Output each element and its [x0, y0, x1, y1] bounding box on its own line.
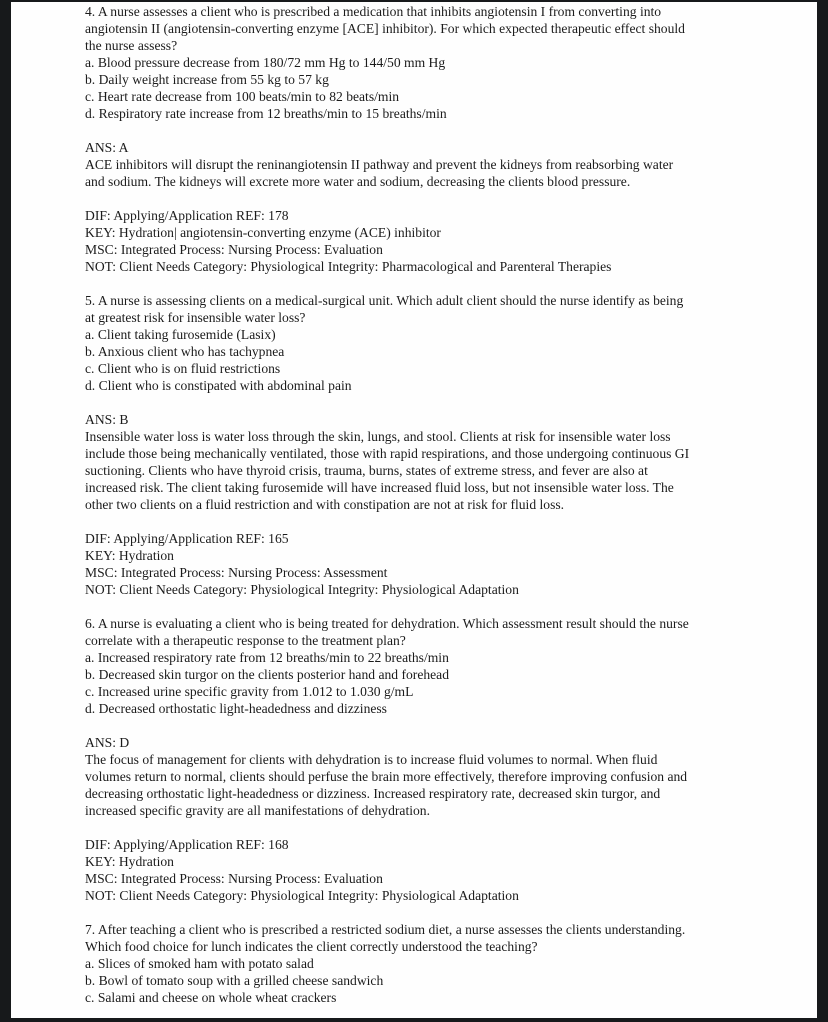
answer-5-line: ANS: B: [85, 412, 129, 427]
answer-6-line: increased specific gravity are all manifestations of dehydration.: [85, 803, 430, 818]
answer-5-line: other two clients on a fluid restriction and with constipation are not at risk for fluid loss.: [85, 497, 565, 512]
rubric-5: [85, 530, 817, 598]
rubric-6: [85, 836, 817, 904]
answer-4-line: ANS: A: [85, 140, 129, 155]
question-5-line: a. Client taking furosemide (Lasix): [85, 327, 276, 342]
question-6-line: correlate with a therapeutic response to the treatment plan?: [85, 633, 406, 648]
document-page: [11, 2, 817, 1018]
answer-4: [85, 139, 817, 190]
rubric-5-line: DIF: Applying/Application REF: 165: [85, 531, 289, 546]
answer-5-line: include those being mechanically ventilated, those with rapid respirations, and those undergoing continuous GI: [85, 446, 690, 461]
question-6-line: c. Increased urine specific gravity from 1.012 to 1.030 g/mL: [85, 684, 414, 699]
question-6-line: 6. A nurse is evaluating a client who is being treated for dehydration. Which assessment result should the nurse: [85, 616, 689, 631]
rubric-5-line: NOT: Client Needs Category: Physiological Integrity: Physiological Adaptation: [85, 582, 519, 597]
rubric-5-line: MSC: Integrated Process: Nursing Process: Assessment: [85, 565, 388, 580]
rubric-6-line: DIF: Applying/Application REF: 168: [85, 837, 289, 852]
question-5: [85, 292, 817, 394]
answer-5-line: Insensible water loss is water loss through the skin, lungs, and stool. Clients at risk for insensible water loss: [85, 429, 671, 444]
question-6-line: b. Decreased skin turgor on the clients posterior hand and forehead: [85, 667, 450, 682]
question-5-line: at greatest risk for insensible water loss?: [85, 310, 306, 325]
rubric-4-line: DIF: Applying/Application REF: 178: [85, 208, 289, 223]
question-4-line: 4. A nurse assesses a client who is prescribed a medication that inhibits angiotensin I from converting into: [85, 4, 662, 19]
question-5-line: d. Client who is constipated with abdominal pain: [85, 378, 352, 393]
rubric-4-line: KEY: Hydration| angiotensin-converting enzyme (ACE) inhibitor: [85, 225, 441, 240]
question-5-line: c. Client who is on fluid restrictions: [85, 361, 281, 376]
question-5-line: 5. A nurse is assessing clients on a medical-surgical unit. Which adult client should the nurse identify as being: [85, 293, 684, 308]
answer-4-line: and sodium. The kidneys will excrete more water and sodium, decreasing the clients blood pressure.: [85, 174, 631, 189]
answer-5: [85, 411, 817, 513]
rubric-4-line: MSC: Integrated Process: Nursing Process: Evaluation: [85, 242, 383, 257]
question-4-line: d. Respiratory rate increase from 12 breaths/min to 15 breaths/min: [85, 106, 447, 121]
question-7-line: a. Slices of smoked ham with potato salad: [85, 956, 314, 971]
answer-6: [85, 734, 817, 819]
answer-4-line: ACE inhibitors will disrupt the reninangiotensin II pathway and prevent the kidneys from reabsorbing water: [85, 157, 674, 172]
answer-6-line: volumes return to normal, clients should perfuse the brain more effectively, therefore improving confusion and: [85, 769, 688, 784]
question-4-line: a. Blood pressure decrease from 180/72 mm Hg to 144/50 mm Hg: [85, 55, 446, 70]
question-4-line: the nurse assess?: [85, 38, 178, 53]
question-4: [85, 3, 817, 122]
question-7-line: Which food choice for lunch indicates the client correctly understood the teaching?: [85, 939, 538, 954]
question-6: [85, 615, 817, 717]
question-7: [85, 921, 817, 1006]
answer-6-line: ANS: D: [85, 735, 130, 750]
rubric-6-line: KEY: Hydration: [85, 854, 174, 869]
question-5-line: b. Anxious client who has tachypnea: [85, 344, 285, 359]
answer-6-line: The focus of management for clients with dehydration is to increase fluid volumes to normal. When fluid: [85, 752, 658, 767]
answer-6-line: decreasing orthostatic light-headedness or dizziness. Increased respiratory rate, decreased skin turgor, and: [85, 786, 661, 801]
answer-5-line: suctioning. Clients who have thyroid crisis, trauma, burns, states of extreme stress, and fever are also at: [85, 463, 648, 478]
rubric-4: [85, 207, 817, 275]
rubric-5-line: KEY: Hydration: [85, 548, 174, 563]
question-7-line: c. Salami and cheese on whole wheat crackers: [85, 990, 337, 1005]
question-6-line: a. Increased respiratory rate from 12 breaths/min to 22 breaths/min: [85, 650, 449, 665]
rubric-6-line: NOT: Client Needs Category: Physiological Integrity: Physiological Adaptation: [85, 888, 519, 903]
rubric-4-line: NOT: Client Needs Category: Physiological Integrity: Pharmacological and Parenteral Therapies: [85, 259, 612, 274]
question-6-line: d. Decreased orthostatic light-headedness and dizziness: [85, 701, 387, 716]
question-4-line: b. Daily weight increase from 55 kg to 57 kg: [85, 72, 329, 87]
question-4-line: angiotensin II (angiotensin-converting enzyme [ACE] inhibitor). For which expected therapeutic effect should: [85, 21, 685, 36]
question-7-line: 7. After teaching a client who is prescribed a restricted sodium diet, a nurse assesses the clients understanding.: [85, 922, 686, 937]
rubric-6-line: MSC: Integrated Process: Nursing Process: Evaluation: [85, 871, 383, 886]
question-4-line: c. Heart rate decrease from 100 beats/min to 82 beats/min: [85, 89, 400, 104]
question-7-line: b. Bowl of tomato soup with a grilled cheese sandwich: [85, 973, 384, 988]
answer-5-line: increased risk. The client taking furosemide will have increased fluid loss, but not insensible water loss. The: [85, 480, 674, 495]
